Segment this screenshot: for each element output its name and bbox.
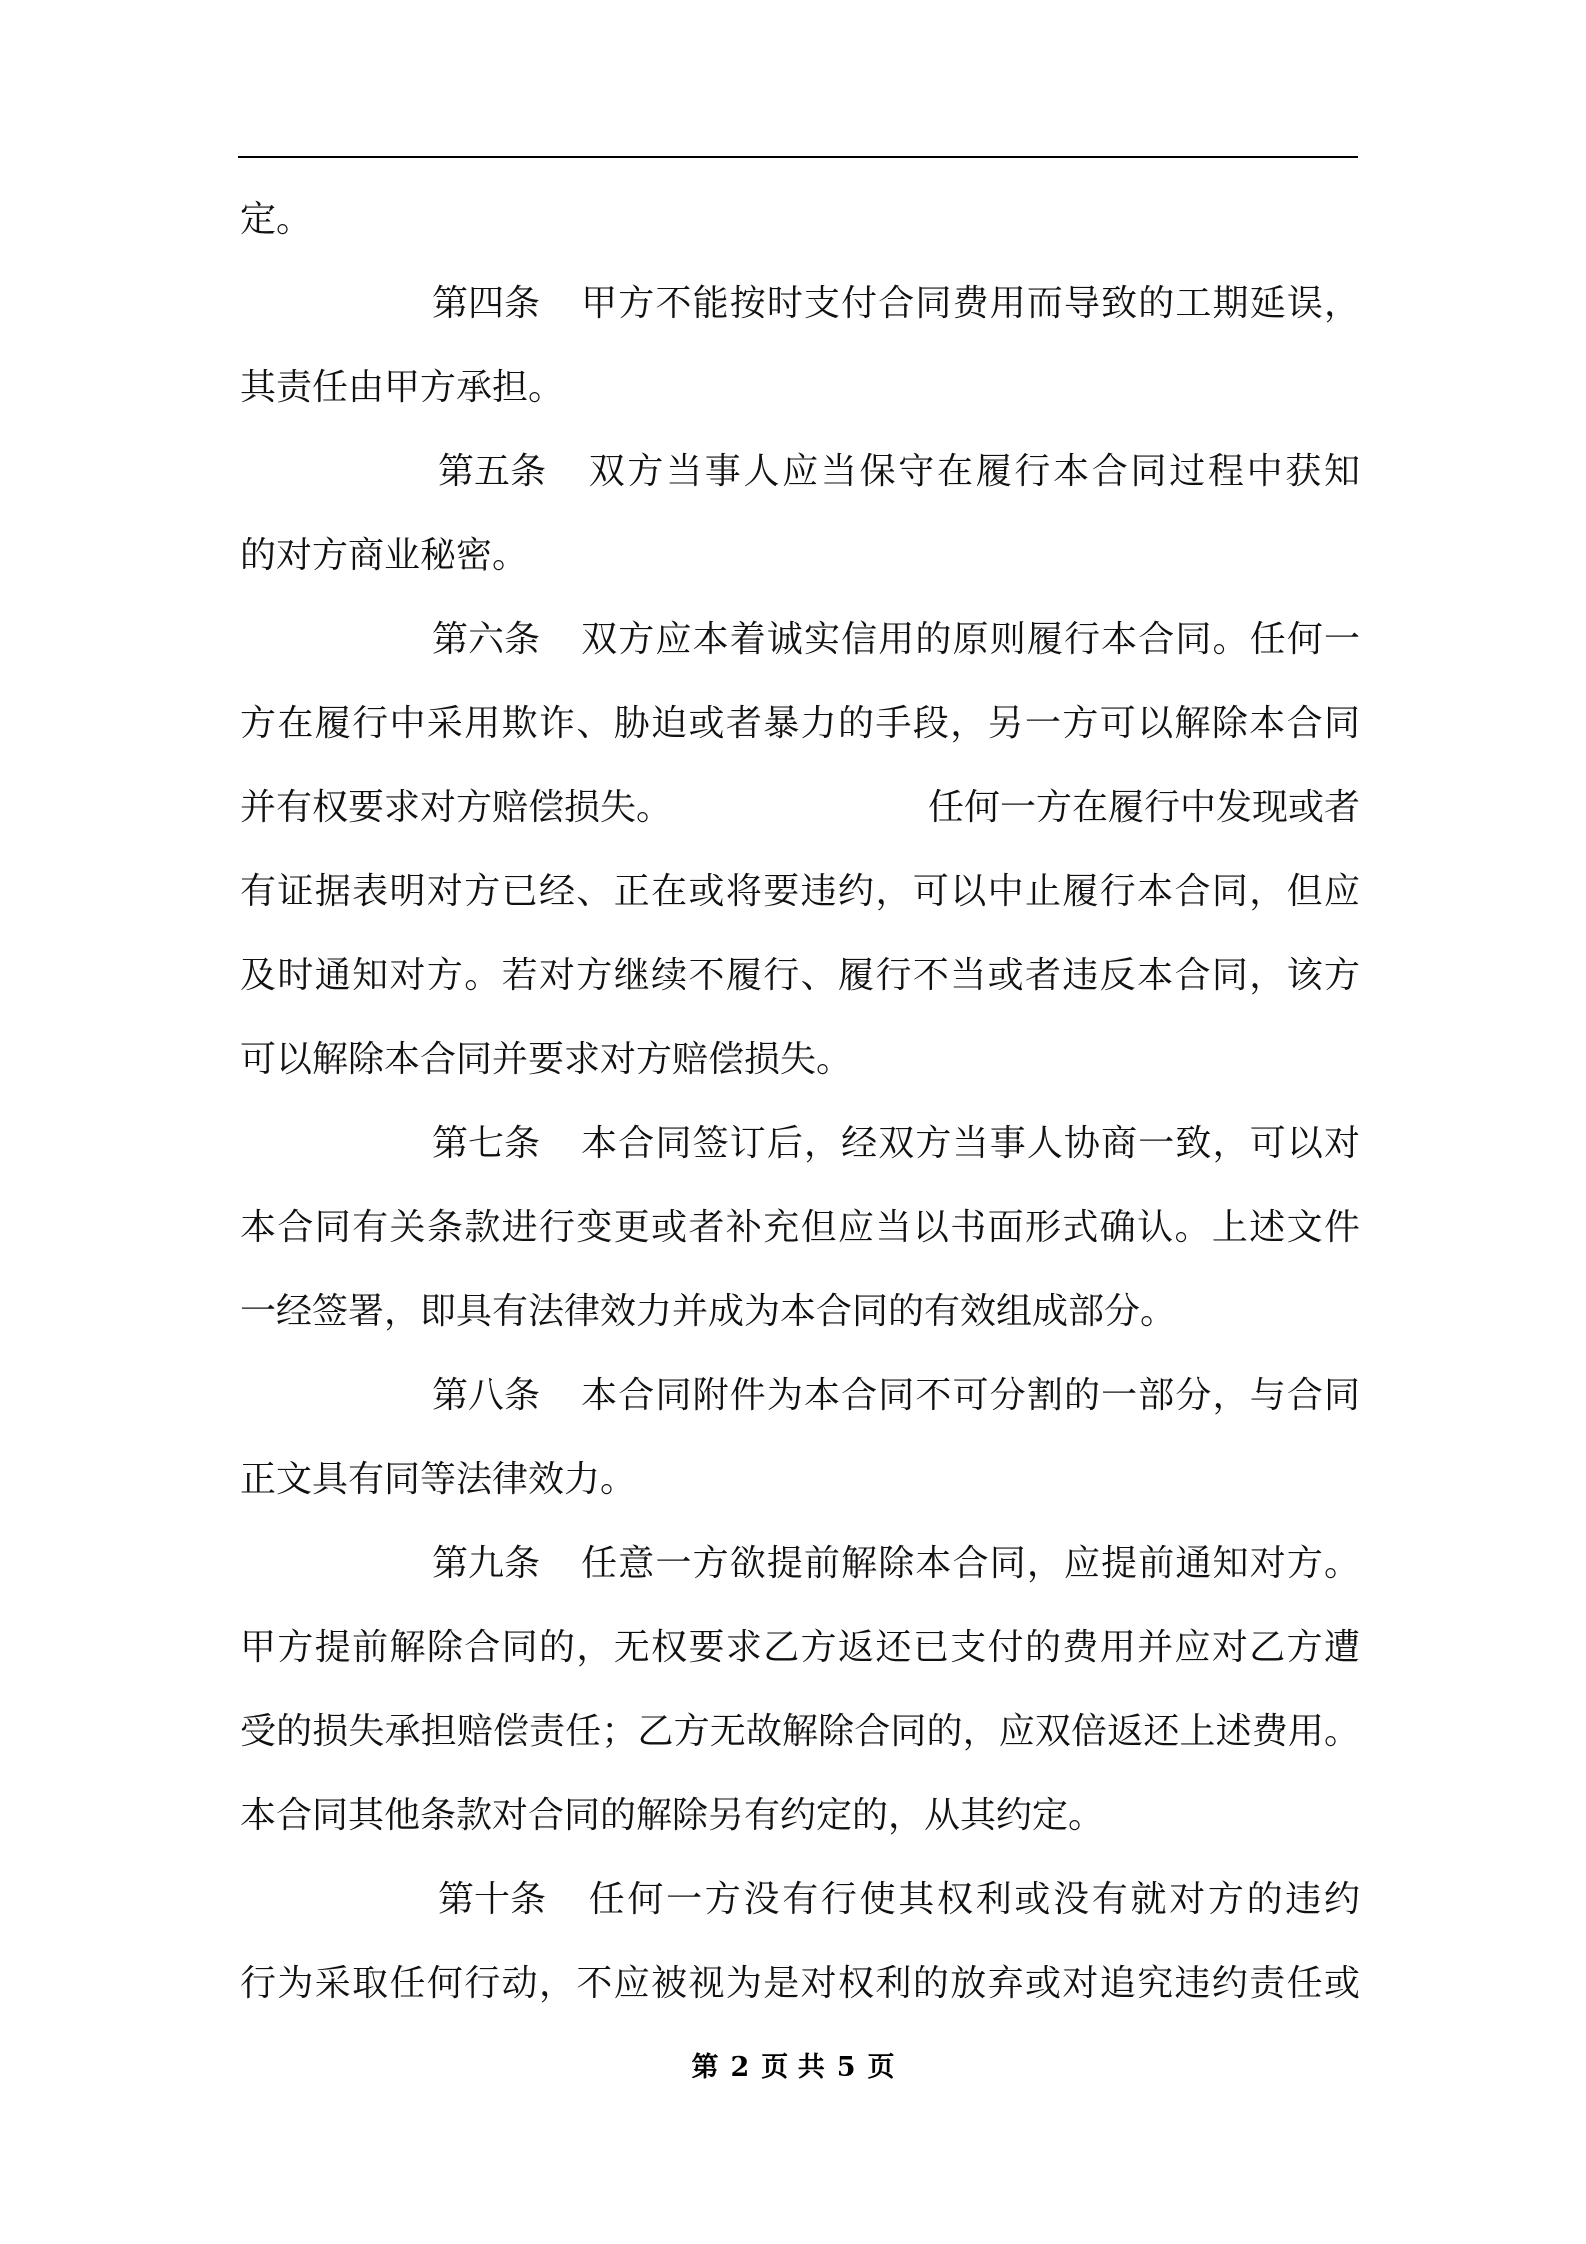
article-number: 第六条 — [432, 619, 541, 660]
line-text: 其责任由甲方承担。 — [240, 367, 565, 408]
line-text: 定。 — [240, 199, 313, 240]
article-number: 第八条 — [432, 1375, 541, 1416]
article-10-heading-line — [438, 1870, 1360, 1930]
line-text: 可以解除本合同并要求对方赔偿损失。 — [240, 1039, 853, 1080]
article-4-heading-line — [432, 274, 1360, 334]
line-text: 的对方商业秘密。 — [240, 535, 529, 576]
text-line — [240, 526, 1360, 586]
text-line — [240, 1282, 1360, 1342]
line-text: 及时通知对方。若对方继续不履行、履行不当或者违反本合同，该方 — [240, 955, 1360, 996]
line-text: 并有权要求对方赔偿损失。 — [240, 787, 673, 828]
article-number: 第十条 — [438, 1879, 547, 1920]
text-line — [240, 1030, 1360, 1090]
line-text: 本合同附件为本合同不可分割的一部分，与合同 — [580, 1375, 1360, 1416]
line-text: 甲方不能按时支付合同费用而导致的工期延误， — [580, 283, 1360, 324]
line-text: 本合同签订后，经双方当事人协商一致，可以对 — [580, 1123, 1360, 1164]
line-text: 本合同其他条款对合同的解除另有约定的，从其约定。 — [240, 1795, 1105, 1836]
article-7-heading-line — [432, 1114, 1360, 1174]
page-footer — [0, 2048, 1586, 2088]
line-text-right: 任何一方在履行中发现或者 — [927, 787, 1360, 828]
article-9-heading-line — [432, 1534, 1360, 1594]
line-text: 双方应本着诚实信用的原则履行本合同。任何一 — [580, 619, 1360, 660]
text-line — [240, 1450, 1360, 1510]
text-line — [240, 1702, 1360, 1762]
line-text: 双方当事人应当保守在履行本合同过程中获知 — [586, 451, 1360, 492]
text-line — [240, 1786, 1360, 1846]
article-number: 第七条 — [432, 1123, 541, 1164]
line-text: 有证据表明对方已经、正在或将要违约，可以中止履行本合同，但应 — [240, 871, 1360, 912]
line-text: 行为采取任何行动，不应被视为是对权利的放弃或对追究违约责任或 — [240, 1963, 1360, 2004]
line-text: 任意一方欲提前解除本合同，应提前通知对方。 — [580, 1543, 1360, 1584]
article-number: 第五条 — [438, 451, 547, 492]
text-line — [240, 694, 1360, 754]
line-text: 任何一方没有行使其权利或没有就对方的违约 — [586, 1879, 1360, 1920]
line-text: 甲方提前解除合同的，无权要求乙方返还已支付的费用并应对乙方遭 — [240, 1627, 1360, 1668]
text-line — [240, 1198, 1360, 1258]
text-line — [240, 1954, 1360, 2014]
article-number: 第四条 — [432, 283, 541, 324]
footer-middle: 页 共 — [761, 2052, 825, 2083]
line-text: 受的损失承担赔偿责任；乙方无故解除合同的，应双倍返还上述费用。 — [240, 1711, 1360, 1752]
text-line-split — [240, 778, 1360, 838]
line-text: 正文具有同等法律效力。 — [240, 1459, 637, 1500]
footer-current-page: 2 — [730, 2052, 750, 2083]
footer-total-pages: 5 — [836, 2052, 856, 2083]
footer-prefix: 第 — [691, 2052, 719, 2083]
article-6-heading-line — [432, 610, 1360, 670]
text-line — [240, 1618, 1360, 1678]
line-text: 本合同有关条款进行变更或者补充但应当以书面形式确认。上述文件 — [240, 1207, 1360, 1248]
text-line — [240, 946, 1360, 1006]
header-rule — [238, 156, 1358, 158]
text-line — [240, 862, 1360, 922]
article-8-heading-line — [432, 1366, 1360, 1426]
line-text: 方在履行中采用欺诈、胁迫或者暴力的手段，另一方可以解除本合同 — [240, 703, 1360, 744]
text-line — [240, 190, 1360, 250]
article-5-heading-line — [438, 442, 1360, 502]
text-line — [240, 358, 1360, 418]
footer-suffix: 页 — [867, 2052, 895, 2083]
article-number: 第九条 — [432, 1543, 541, 1584]
line-text: 一经签署，即具有法律效力并成为本合同的有效组成部分。 — [240, 1291, 1177, 1332]
